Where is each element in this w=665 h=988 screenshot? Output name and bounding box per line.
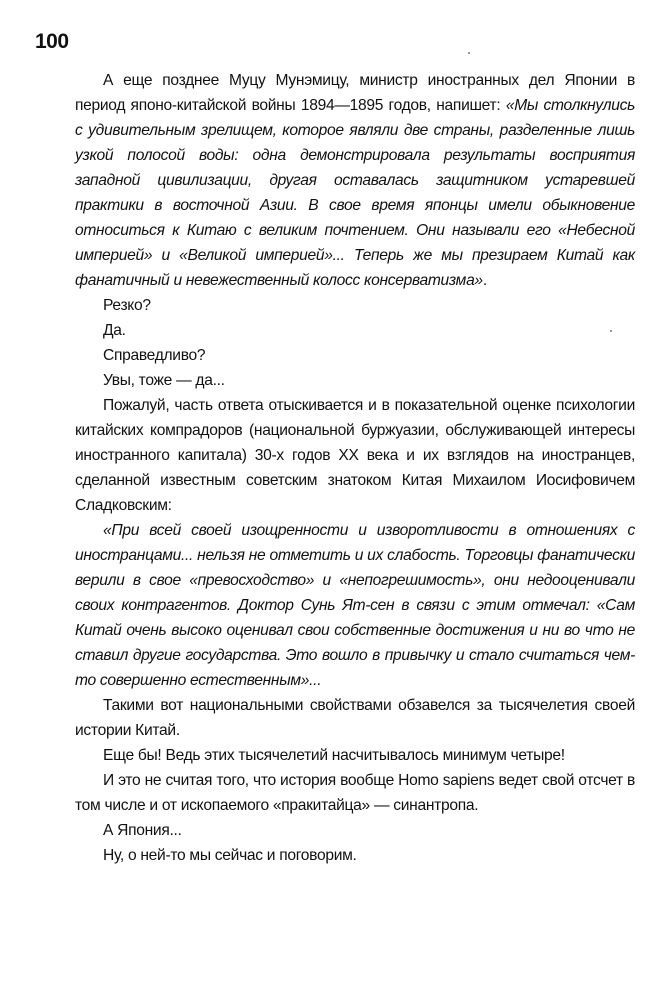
- paragraph-answer-yes: Да.: [103, 322, 126, 339]
- paragraph-question-fair: Справедливо?: [103, 347, 206, 364]
- body-text: [75, 68, 635, 868]
- paragraph-sladkovsky-quote: [75, 518, 635, 693]
- paragraph-japan: А Япония...: [103, 822, 182, 839]
- scan-speck: [468, 52, 470, 54]
- paragraph-answer-alas: Увы, тоже — да...: [103, 372, 225, 389]
- paragraph-compradors: Пожалуй, часть ответа отыскивается и в показательной оценке психологии китайских компрадоров (национальной буржуазии, обслуживающей интересы иностранного капитала) 30-х годов XX века и их взглядов на иностранцев, сделанной известным советским знатоком Китая Михаилом Иосифовичем Сладковским:: [75, 397, 635, 514]
- paragraph-question-harsh: Резко?: [103, 297, 151, 314]
- paragraph-tail: .: [482, 272, 487, 289]
- paragraph-homo-sapiens: И это не считая того, что история вообще Homo sapiens ведет свой отсчет в том числе и от ископаемого «пракитайца» — синантропа.: [75, 772, 635, 814]
- paragraph-muneyuki-quote: [75, 68, 635, 293]
- paragraph-text: А еще позднее Муцу Мунэмицу, министр иностранных дел Японии в период японо-китайской войны 1894—1895 годов, напишет:: [75, 72, 635, 114]
- italic-quote: «Мы столкнулись с удивительным зрелищем, которое являли две страны, разделенные лишь узкой полосой воды: одна демонстрировала результаты восприятия западной цивилизации, другая оставалась защитником устаревшей практики в восточной Азии. В свое время японцы имели обыкновение относиться к Китаю с великим почтением. Они называли его «Небесной империей» и «Великой империей»... Теперь же мы презираем Китай как фанатичный и невежественный колосс консерватизма»: [75, 97, 635, 289]
- page-number: 100: [35, 30, 69, 53]
- italic-quote: «При всей своей изощренности и изворотливости в отношениях с иностранцами... нельзя не отметить и их слабость. Торговцы фанатически верили в свое «превосходство» и «непогрешимость», они недооценивали своих контрагентов. Доктор Сунь Ят-сен в связи с этим отмечал: «Сам Китай очень высоко оценивал свои собственные достижения и ни во что не ставил другие государства. Это вошло в привычку и стало считаться чем-то совершенно естественным»...: [75, 522, 635, 689]
- paragraph-closing: Ну, о ней-то мы сейчас и поговорим.: [103, 847, 357, 864]
- paragraph-national-traits: Такими вот национальными свойствами обзавелся за тысячелетия своей истории Китай.: [75, 697, 635, 739]
- paragraph-millennia: Еще бы! Ведь этих тысячелетий насчитывалось минимум четыре!: [103, 747, 565, 764]
